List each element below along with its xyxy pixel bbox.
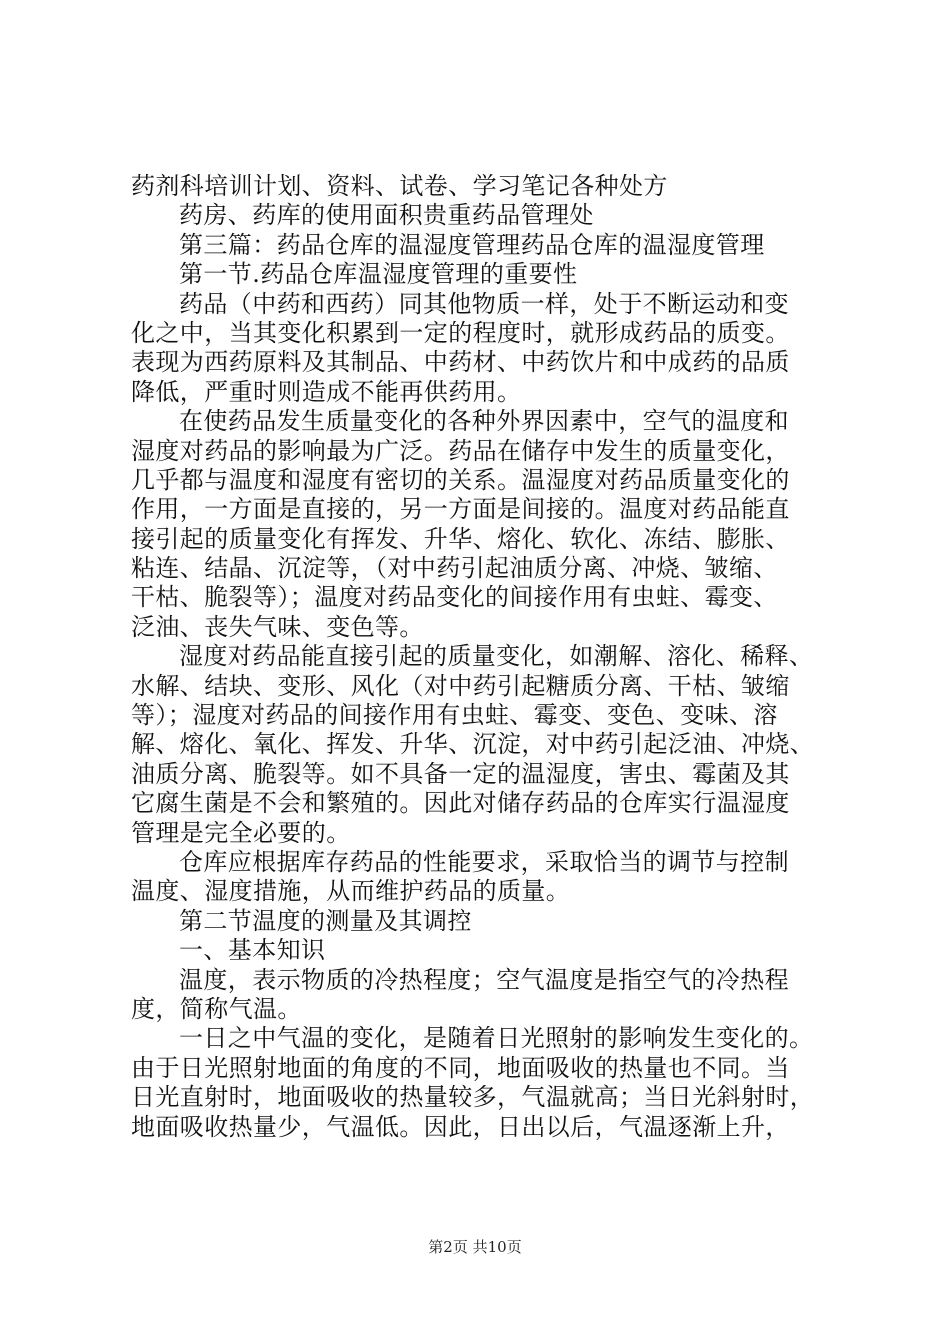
paragraph-line: 地面吸收热量少，气温低。因此，日出以后，气温逐渐上升， [131,1112,790,1141]
paragraph-line: 几乎都与温度和湿度有密切的关系。温湿度对药品质量变化的 [131,465,790,494]
paragraph-line: 温度、湿度措施，从而维护药品的质量。 [131,877,571,906]
page-footer: 第2页 共10页 [428,1238,522,1256]
paragraph-line: 解、熔化、氧化、挥发、升华、沉淀，对中药引起泛油、冲烧、 [131,730,815,759]
paragraph-line: 泛油、丧失气味、变色等。 [131,612,424,641]
paragraph-line: 在使药品发生质量变化的各种外界因素中，空气的温度和 [179,407,789,436]
paragraph-line: 等）；湿度对药品的间接作用有虫蛀、霉变、变色、变味、溶 [131,701,778,730]
paragraph-line: 一日之中气温的变化，是随着日光照射的影响发生变化的。 [179,1024,814,1053]
paragraph-line: 油质分离、脆裂等。如不具备一定的温湿度，害虫、霉菌及其 [131,759,790,788]
paragraph-line: 干枯、脆裂等）；温度对药品变化的间接作用有虫蛀、霉变、 [131,583,778,612]
paragraph-line: 药品（中药和西药）同其他物质一样，处于不断运动和变 [179,289,789,318]
text-line: 药房、药库的使用面积贵重药品管理处 [179,201,594,230]
paragraph-line: 日光直射时，地面吸收的热量较多，气温就高；当日光斜射时， [131,1083,815,1112]
section-heading: 第二节温度的测量及其调控 [179,906,472,935]
paragraph-line: 作用，一方面是直接的，另一方面是间接的。温度对药品能直 [131,495,790,524]
subsection-heading: 一、基本知识 [179,936,326,965]
paragraph-line: 化之中，当其变化积累到一定的程度时，就形成药品的质变。 [131,318,790,347]
document-body [131,172,851,1142]
paragraph-line: 由于日光照射地面的角度的不同，地面吸收的热量也不同。当 [131,1053,790,1082]
paragraph-line: 表现为西药原料及其制品、中药材、中药饮片和中成药的品质 [131,348,790,377]
paragraph-line: 水解、结块、变形、风化（对中药引起糖质分离、干枯、皱缩 [131,671,790,700]
section-heading: 第三篇：药品仓库的温湿度管理药品仓库的温湿度管理 [179,230,765,259]
paragraph-line: 度，简称气温。 [131,994,302,1023]
paragraph-line: 仓库应根据库存药品的性能要求，采取恰当的调节与控制 [179,847,789,876]
section-heading: 第一节.药品仓库温湿度管理的重要性 [179,260,578,289]
paragraph-line: 温度，表示物质的冷热程度；空气温度是指空气的冷热程 [179,965,789,994]
paragraph-line: 粘连、结晶、沉淀等，（对中药引起油质分离、冲烧、皱缩、 [131,554,778,583]
paragraph-line: 接引起的质量变化有挥发、升华、熔化、软化、冻结、膨胀、 [131,524,790,553]
paragraph-line: 湿度对药品能直接引起的质量变化，如潮解、溶化、稀释、 [179,642,814,671]
text-line: 药剂科培训计划、资料、试卷、学习笔记各种处方 [131,172,668,200]
paragraph-line: 湿度对药品的影响最为广泛。药品在储存中发生的质量变化， [131,436,790,465]
paragraph-line: 它腐生菌是不会和繁殖的。因此对储存药品的仓库实行温湿度 [131,789,790,818]
paragraph-line: 管理是完全必要的。 [131,818,351,847]
paragraph-line: 降低，严重时则造成不能再供药用。 [131,377,522,406]
